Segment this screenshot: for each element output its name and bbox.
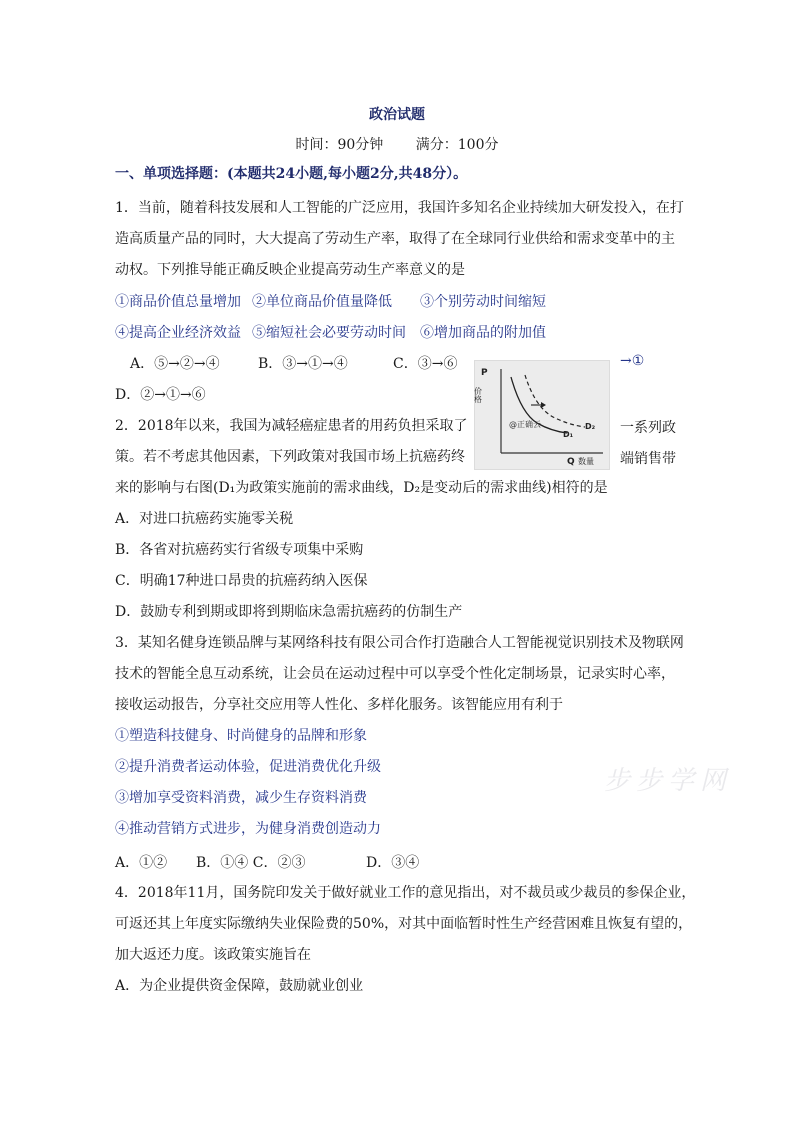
q2-option-b: B．各省对抗癌药实行省级专项集中采购 <box>115 542 364 558</box>
q1-line-2: 造高质量产品的同时，大大提高了劳动生产率，取得了在全球同行业供给和需求变革中的主 <box>115 231 675 247</box>
shift-arrow-head <box>541 402 546 408</box>
q4-line-3: 加大返还力度。该政策实施旨在 <box>115 947 311 963</box>
q2-line-1: 2．2018年以来，我国为减轻癌症患者的用药负担采取了 <box>115 418 468 434</box>
q1-option-c: C．③→⑥ <box>393 356 458 372</box>
demand-curve-figure <box>474 360 610 470</box>
section-heading: 一、单项选择题：(本题共24小题,每小题2分,共48分）。 <box>115 166 468 182</box>
q1-item-3: ③个别劳动时间缩短 <box>420 294 546 310</box>
q2-line-2-tail: 端销售带 <box>620 451 676 467</box>
q1-line-3: 动权。下列推导能正确反映企业提高劳动生产率意义的是 <box>115 262 465 278</box>
q1-option-c-tail: →① <box>620 353 645 369</box>
y-axis-p: P <box>481 368 488 378</box>
q3-line-1: 3．某知名健身连锁品牌与某网络科技有限公司合作打造融合人工智能视觉识别技术及物联网 <box>115 635 684 651</box>
q4-line-2: 可返还其上年度实际缴纳失业保险费的50%，对其中面临暂时性生产经营困难且恢复有望的， <box>115 916 693 932</box>
q4-line-1: 4．2018年11月，国务院印发关于做好就业工作的意见指出，对不裁员或少裁员的参保企业， <box>115 885 696 901</box>
page-title: 政治试题 <box>369 107 425 123</box>
q3-option-d: D．③④ <box>366 855 420 871</box>
watermark: 步步学网 <box>604 766 733 796</box>
q3-item-4: ④推动营销方式进步，为健身消费创造动力 <box>115 821 381 837</box>
q2-line-3: 来的影响与右图(D₁为政策实施前的需求曲线，D₂是变动后的需求曲线)相符的是 <box>115 480 608 496</box>
q3-item-3: ③增加享受资料消费，减少生存资料消费 <box>115 790 367 806</box>
curve-d2-label: D₂ <box>585 422 596 431</box>
exam-time: 时间：90分钟 <box>295 137 384 153</box>
q2-line-2: 策。若不考虑其他因素，下列政策对我国市场上抗癌药终 <box>115 449 465 465</box>
q4-option-a: A．为企业提供资金保障，鼓励就业创业 <box>115 978 364 994</box>
q2-option-a: A．对进口抗癌药实施零关税 <box>115 511 294 527</box>
q1-option-a: A．⑤→②→④ <box>130 356 220 372</box>
q3-item-1: ①塑造科技健身、时尚健身的品牌和形象 <box>115 728 367 744</box>
curve-d1-label: D₁ <box>563 430 574 439</box>
q3-line-2: 技术的智能全息互动系统，让会员在运动过程中可以享受个性化定制场景，记录实时心率， <box>115 666 675 682</box>
q1-item-4: ④提高企业经济效益 <box>115 325 241 341</box>
q3-item-2: ②提升消费者运动体验，促进消费优化升级 <box>115 759 381 775</box>
q1-option-b: B．③→①→④ <box>258 356 348 372</box>
q3-option-a: A．①② <box>115 855 168 871</box>
q3-option-bc: B．①④ C．②③ <box>196 855 306 871</box>
q2-line-1-tail: 一系列政 <box>620 420 676 436</box>
q1-option-d: D．②→①→⑥ <box>115 387 206 403</box>
q2-option-c: C．明确17种进口昂贵的抗癌药纳入医保 <box>115 573 368 589</box>
exam-meta <box>0 134 794 154</box>
y-axis-label: 价格 <box>473 387 483 403</box>
q1-line-1: 1．当前，随着科技发展和人工智能的广泛应用，我国许多知名企业持续加大研发投入，在打 <box>115 200 684 216</box>
q2-option-d: D．鼓励专利到期或即将到期临床急需抗癌药的仿制生产 <box>115 604 463 620</box>
x-axis-label: 数量 <box>578 457 594 466</box>
q1-item-6: ⑥增加商品的附加值 <box>420 325 546 341</box>
q1-item-2: ②单位商品价值量降低 <box>252 294 392 310</box>
x-axis-q: Q <box>567 457 575 467</box>
figure-center-text: @正确云 <box>509 420 541 429</box>
q3-line-3: 接收运动报告，分享社交应用等人性化、多样化服务。该智能应用有利于 <box>115 697 563 713</box>
q1-item-5: ⑤缩短社会必要劳动时间 <box>252 325 406 341</box>
q1-item-1: ①商品价值总量增加 <box>115 294 241 310</box>
exam-score: 满分：100分 <box>415 137 499 153</box>
